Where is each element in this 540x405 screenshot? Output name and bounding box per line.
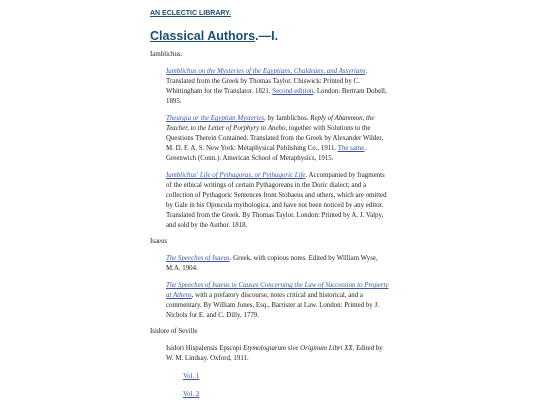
iamblichus-entry-theurgia: Theurgia or the Egyptian Mysteries, by Iamblichos. Reply of Abammon, the Teacher, to the Letter of Porphyry to Anebo, together with Solutions to the Questions Therein Contained. Translated from the Greek by Alexander Wilder, M. D. F. A. S. New York: Metaphysical Publishing Co., 1911. The same. Greenwich (Conn.): American School of Metaphysics, 1915. — [166, 115, 384, 162]
page-heading — [150, 28, 390, 44]
author-isaeus: Isaeus — [150, 238, 168, 245]
the-same-link[interactable]: The same — [337, 145, 365, 152]
heading-suffix: .—I. — [255, 29, 279, 43]
author-isidore: Isidore of Seville — [150, 328, 198, 335]
eclectic-library-link[interactable]: AN ECLECTIC LIBRARY. — [150, 10, 232, 17]
life-of-pythagoras-link[interactable]: Iamblichus' Life of Pythagoras, or Pythagoric Life — [166, 172, 306, 179]
theurgia-link[interactable]: Theurgia or the Egyptian Mysteries — [166, 115, 265, 122]
author-iamblichus: Iamblichus. — [150, 51, 183, 58]
isidore-entry-etymologiae: Isidori Hispalensis Epscopi Etymologiarum sive Originum Libri XX. Edited by W. M. Lindsay. Oxford, 1911. — [166, 345, 383, 362]
speeches-of-isaeus-link[interactable]: The Speeches of Isaeus — [166, 255, 230, 262]
mysteries-link[interactable]: Iamblichus on the Mysteries of the Egyptians, Chaldeans, and Assyrians — [166, 68, 366, 75]
vol-1-link[interactable]: Vol. 1 — [183, 373, 200, 380]
iamblichus-entry-mysteries: Iamblichus on the Mysteries of the Egyptians, Chaldeans, and Assyrians. Translated from the Greek by Thomas Taylor. Chiswick: Printed by C. Whittingham for the Translator. 1821. Second edition. London: Bertram Dobell, 1895. — [166, 68, 387, 105]
second-edition-link[interactable]: Second edition — [272, 88, 314, 95]
isaeus-entry-speeches-succession: The Speeches of Isaeus in Causes Concerning the Law of Succession to Property at Athens, with a prefatory discourse, notes critical and historical, and a commentary. By William Jones, Esq., Barrister at Law. London: Printed by J. Nichols for E. and C. Dilly, 1779. — [166, 282, 389, 319]
speeches-succession-link[interactable]: The Speeches of Isaeus in Causes Concerning the Law of Succession to Property at Athens — [166, 282, 389, 299]
classical-authors-link[interactable]: Classical Authors — [150, 29, 256, 43]
vol-2-link[interactable]: Vol. 2 — [183, 391, 200, 398]
volume-1 — [183, 372, 390, 382]
volume-2 — [183, 390, 390, 400]
page-content — [150, 0, 390, 400]
iamblichus-entry-life-of-pythagoras: Iamblichus' Life of Pythagoras, or Pythagoric Life. Accompanied by fragments of the ethical writings of certain Pythagoreans in the Doric dialect; and a collection of Pythagoric Sentences from Stobaeus and others, which are omitted by Gale in his Opuscula mythologica, and have not been noticed by any editor. Translated from the Greek. By Thomas Taylor. London: Printed by A. J. Valpy, and sold by the Author. 1818. — [166, 172, 387, 229]
isaeus-entry-speeches: The Speeches of Isaeus. Greek, with copious notes. Edited by William Wyse, M.A. 1904. — [166, 255, 378, 272]
